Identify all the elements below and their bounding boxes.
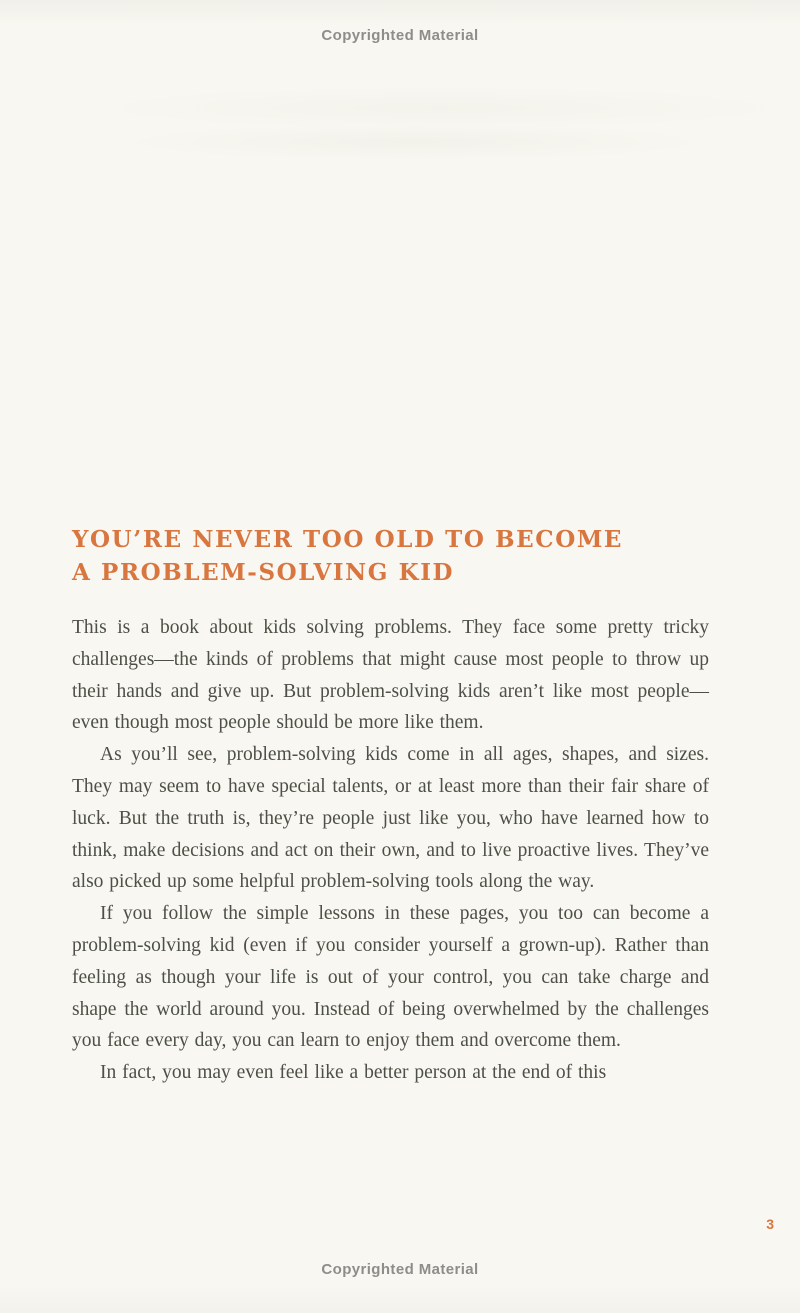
page-content [72,523,709,1089]
paragraph-1: This is a book about kids solving problems. They face some pretty tricky challenges—the kinds of problems that might cause most people to throw up their hands and give up. But problem-solving kids aren’t like most people—even though most people should be more like them. [72,617,709,734]
section-heading-line2: A PROBLEM-SOLVING KID [72,559,455,586]
page-number: 3 [766,1216,774,1232]
section-heading [72,523,709,589]
section-heading-line1: YOU’RE NEVER TOO OLD TO BECOME [72,526,624,553]
paragraph-3: If you follow the simple lessons in these pages, you too can become a problem-solving kid (even if you consider yourself a grown-up). Rather than feeling as though your life is out of your control, you can take charge and shape the world around you. Instead of being overwhelmed by the challenges you face every day, you can learn to enjoy them and overcome them. [72,903,709,1052]
paragraph-2: As you’ll see, problem-solving kids come in all ages, shapes, and sizes. They may seem to have special talents, or at least more than their fair share of luck. But the truth is, they’re people just like you, who have learned how to think, make decisions and act on their own, and to live proactive lives. They’ve also picked up some helpful problem-solving tools along the way. [72,744,709,893]
copyright-notice-bottom: Copyrighted Material [321,1261,479,1278]
body-text [72,612,709,1089]
copyright-notice-top: Copyrighted Material [321,27,479,44]
paragraph-4: In fact, you may even feel like a better person at the end of this [100,1062,607,1084]
